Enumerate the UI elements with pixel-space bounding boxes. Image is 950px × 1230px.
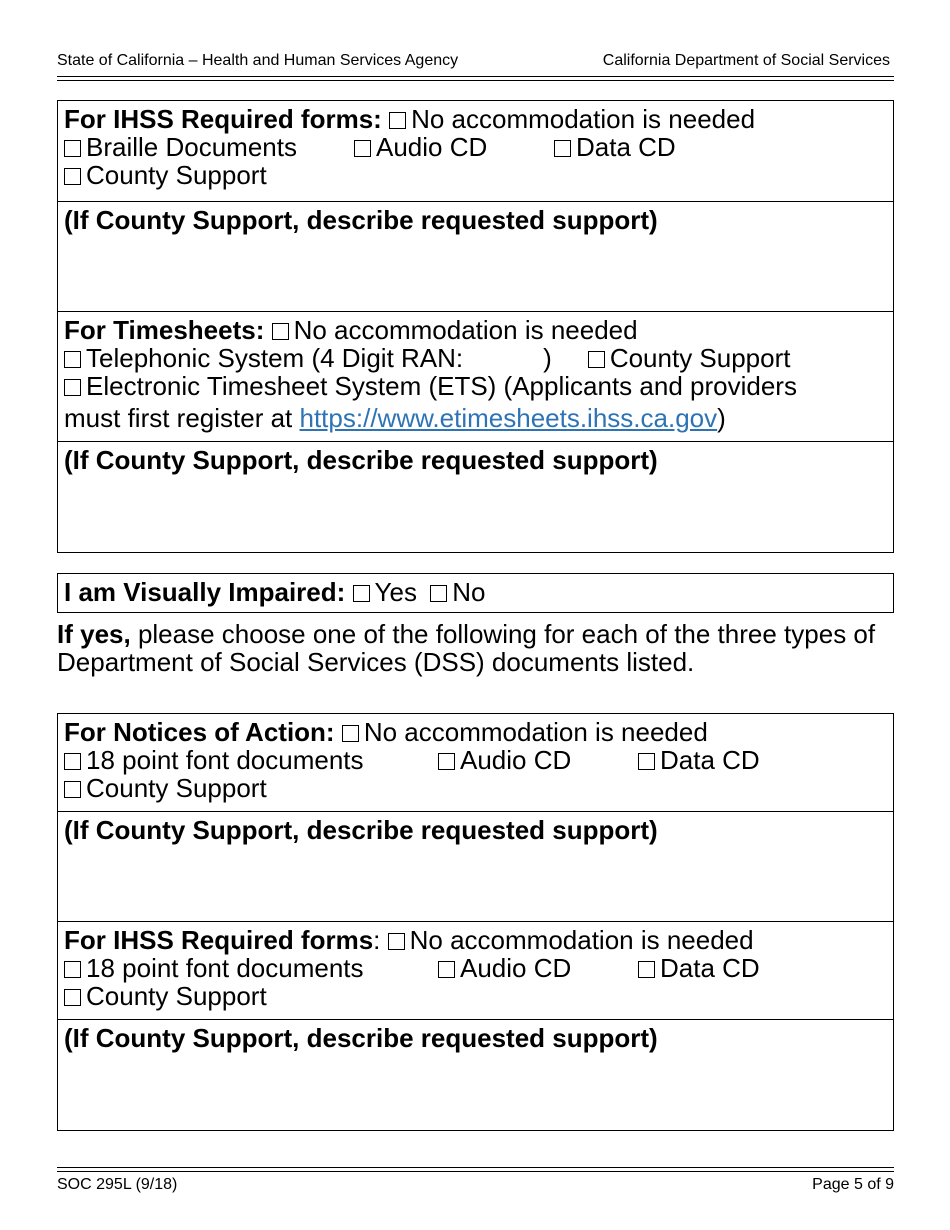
notices-data-cd-checkbox[interactable] — [638, 753, 655, 770]
ihss-county-support-label: County Support — [86, 160, 267, 190]
notices-18pt-checkbox[interactable] — [64, 753, 81, 770]
ihss2-audio-cd-checkbox[interactable] — [438, 961, 455, 978]
ihss2-no-accommodation-checkbox[interactable] — [388, 933, 405, 950]
ets-register-link[interactable]: https://www.etimesheets.ihss.ca.gov — [299, 403, 718, 433]
register-text: must first register at — [64, 403, 300, 433]
timesheets-section — [58, 312, 893, 442]
ihss2-audio-cd-label: Audio CD — [460, 953, 572, 983]
register-close: ) — [717, 403, 726, 433]
ihss2-county-support-label: County Support — [86, 981, 267, 1011]
ihss2-describe-label: (If County Support, describe requested support) — [64, 1023, 658, 1053]
ihss-timesheets-box — [57, 100, 894, 553]
notices-data-cd-label: Data CD — [660, 745, 760, 775]
instructions-bold: If yes, — [57, 619, 131, 649]
ihss-describe-section[interactable] — [58, 202, 893, 312]
header-department: California Department of Social Services — [602, 52, 890, 69]
timesheets-no-accommodation-checkbox[interactable] — [272, 323, 289, 340]
notices-18pt-label: 18 point font documents — [86, 745, 364, 775]
ihss2-colon: : — [373, 925, 381, 955]
ihss2-no-accommodation-label: No accommodation is needed — [409, 925, 754, 955]
timesheets-title: For Timesheets: — [64, 315, 265, 345]
header-rule — [57, 76, 894, 81]
telephonic-checkbox[interactable] — [64, 351, 81, 368]
form-number: SOC 295L (9/18) — [57, 1176, 178, 1193]
notices-ihss-box — [57, 713, 894, 1131]
timesheets-no-accommodation-label: No accommodation is needed — [293, 315, 638, 345]
ets-label: Electronic Timesheet System (ETS) (Applicants and providers — [86, 371, 797, 401]
ihss-no-accommodation-label: No accommodation is needed — [411, 104, 756, 134]
telephonic-label: Telephonic System (4 Digit RAN: — [86, 343, 464, 373]
timesheets-county-support-checkbox[interactable] — [588, 351, 605, 368]
ihss-describe-label: (If County Support, describe requested support) — [64, 205, 658, 235]
footer-rule — [57, 1167, 894, 1172]
telephonic-close: ) — [543, 343, 552, 373]
ihss2-data-cd-label: Data CD — [660, 953, 760, 983]
ihss2-section — [58, 922, 893, 1020]
notices-title: For Notices of Action: — [64, 717, 335, 747]
ihss-data-cd-label: Data CD — [576, 132, 676, 162]
ihss-forms-section — [58, 101, 893, 202]
ihss-audio-cd-checkbox[interactable] — [354, 140, 371, 157]
notices-audio-cd-checkbox[interactable] — [438, 753, 455, 770]
timesheets-describe-section[interactable] — [58, 442, 893, 552]
braille-checkbox[interactable] — [64, 140, 81, 157]
visually-impaired-no-label: No — [452, 577, 486, 607]
visually-impaired-no-checkbox[interactable] — [430, 585, 447, 602]
page-number: Page 5 of 9 — [812, 1176, 894, 1193]
ihss2-describe-section[interactable] — [58, 1020, 893, 1130]
notices-describe-section[interactable] — [58, 812, 893, 922]
notices-county-support-label: County Support — [86, 773, 267, 803]
notices-no-accommodation-checkbox[interactable] — [342, 725, 359, 742]
header-agency: State of California – Health and Human Services Agency — [57, 52, 459, 69]
ihss2-18pt-label: 18 point font documents — [86, 953, 364, 983]
visually-impaired-box — [57, 573, 894, 613]
notices-section — [58, 714, 893, 812]
notices-county-support-checkbox[interactable] — [64, 781, 81, 798]
timesheets-county-support-label: County Support — [609, 343, 791, 373]
visually-impaired-yes-label: Yes — [374, 577, 417, 607]
ihss-data-cd-checkbox[interactable] — [554, 140, 571, 157]
ihss2-data-cd-checkbox[interactable] — [638, 961, 655, 978]
ihss2-county-support-checkbox[interactable] — [64, 989, 81, 1006]
visually-impaired-yes-checkbox[interactable] — [353, 585, 370, 602]
instructions-paragraph — [57, 620, 897, 676]
notices-audio-cd-label: Audio CD — [460, 745, 572, 775]
ihss2-title: For IHSS Required forms — [64, 925, 374, 955]
notices-describe-label: (If County Support, describe requested support) — [64, 815, 658, 845]
ihss-forms-title: For IHSS Required forms: — [64, 104, 382, 134]
ihss-audio-cd-label: Audio CD — [376, 132, 488, 162]
ihss-county-support-checkbox[interactable] — [64, 168, 81, 185]
notices-no-accommodation-label: No accommodation is needed — [363, 717, 708, 747]
ihss-no-accommodation-checkbox[interactable] — [389, 112, 406, 129]
instructions-text: please choose one of the following for each of the three types of Department of Social Services (DSS) documents listed. — [57, 619, 876, 677]
ihss2-18pt-checkbox[interactable] — [64, 961, 81, 978]
ets-checkbox[interactable] — [64, 379, 81, 396]
visually-impaired-label: I am Visually Impaired: — [64, 577, 346, 607]
timesheets-describe-label: (If County Support, describe requested support) — [64, 445, 658, 475]
braille-label: Braille Documents — [86, 132, 297, 162]
